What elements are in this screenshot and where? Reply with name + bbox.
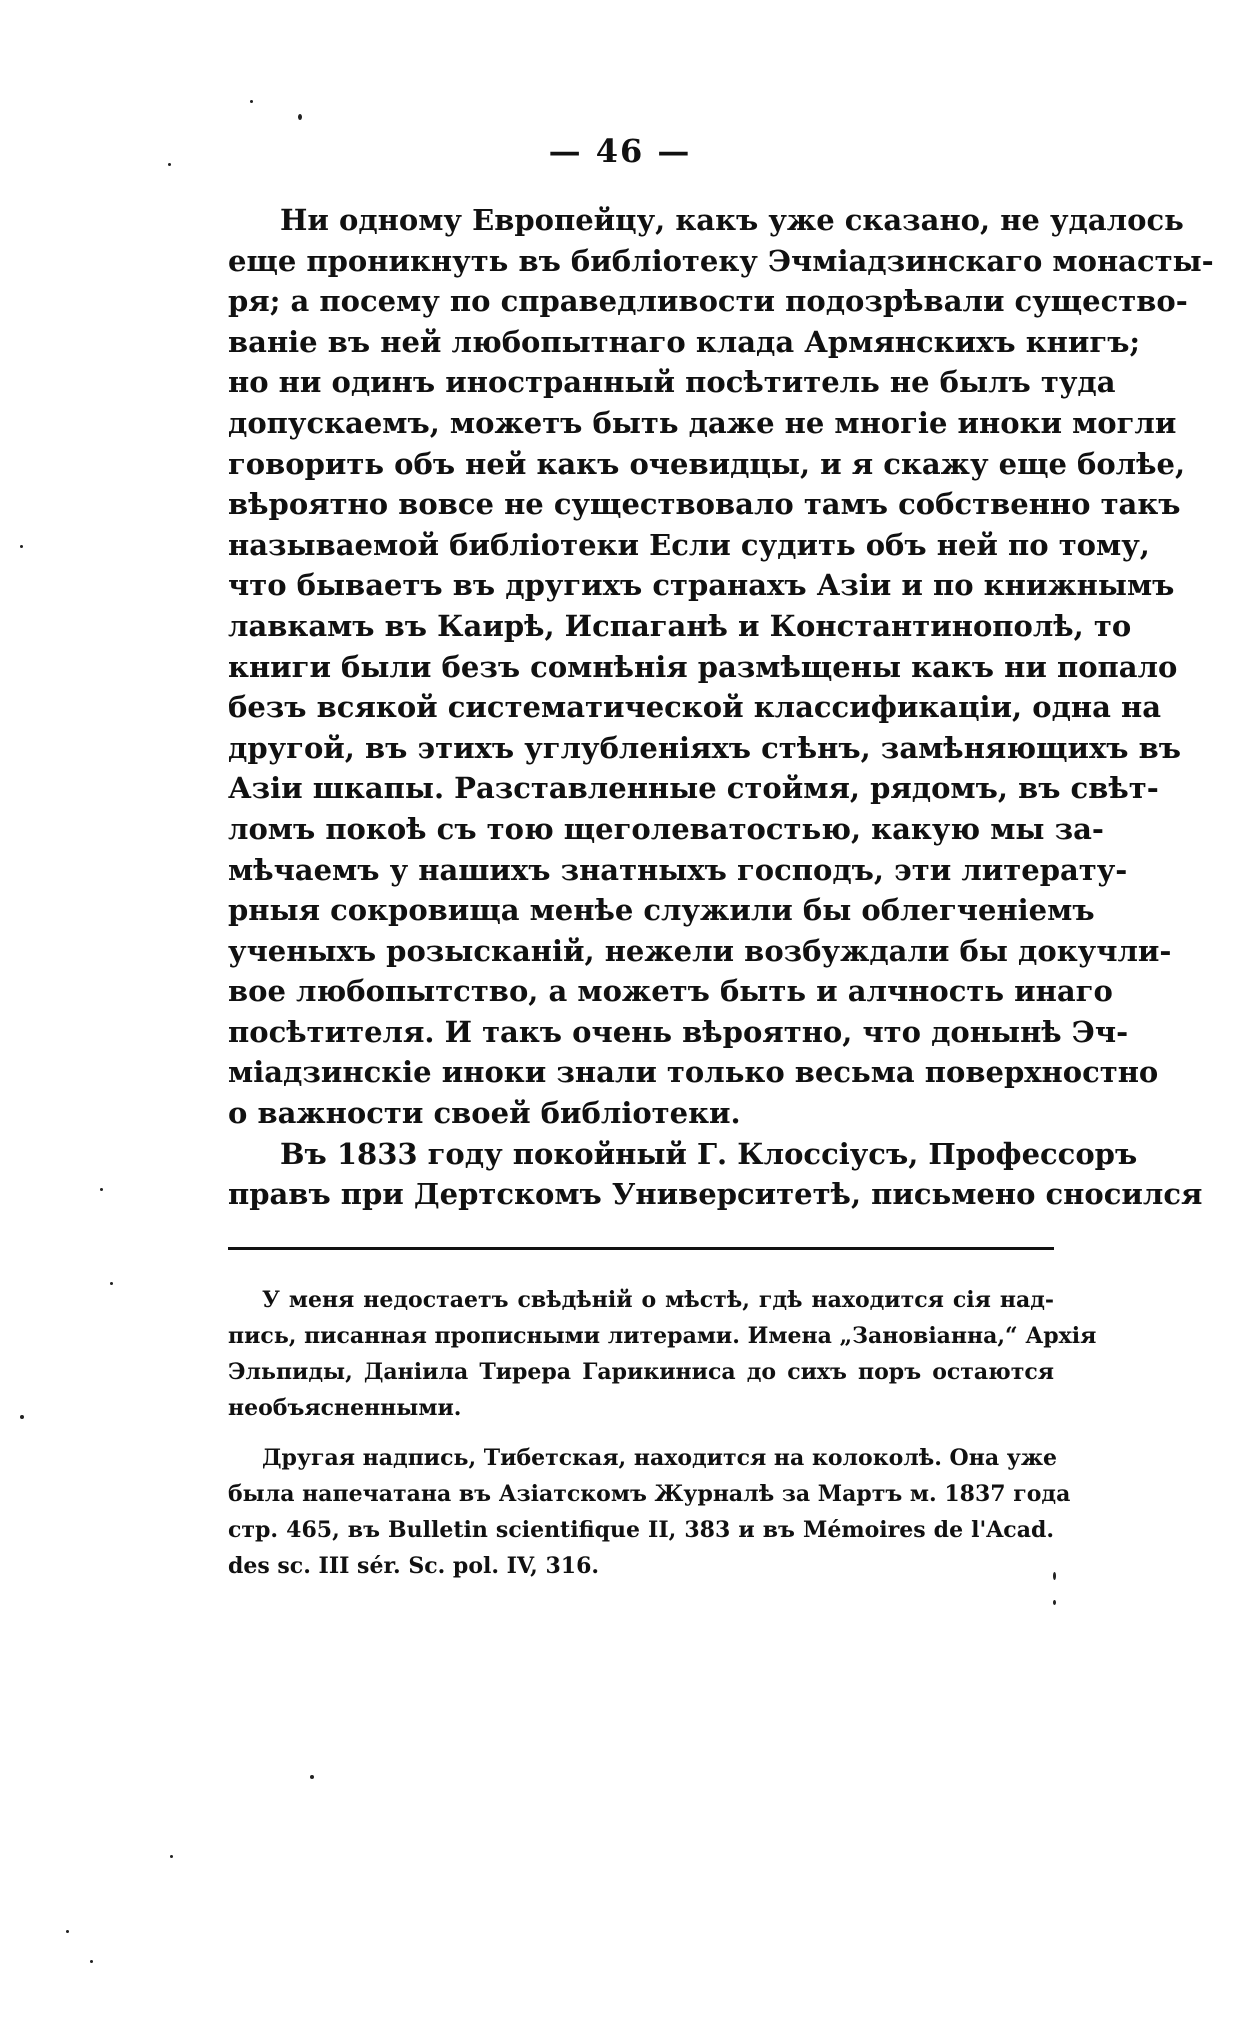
text-line: ломъ покоѣ съ тою щеголеватостью, какую мы за-	[228, 811, 1104, 846]
text-line: что бываетъ въ другихъ странахъ Азіи и по книжнымъ	[228, 568, 1175, 603]
text-line: книги были безъ сомнѣнія размѣщены какъ ни попало	[228, 649, 1178, 684]
footnote-line: У меня недостаетъ свѣдѣній о мѣстѣ, гдѣ находится сія над-	[262, 1287, 1054, 1313]
scan-speck	[298, 114, 302, 120]
footnote-line: пись, писанная прописными литерами. Имена „Зановіанна,“ Архія	[228, 1323, 1097, 1349]
main-text	[228, 200, 1214, 1215]
text-line: говорить объ ней какъ очевидцы, и я скажу еще болѣе,	[228, 446, 1186, 481]
footnote-line: Другая надпись, Тибетская, находится на колоколѣ. Она уже	[262, 1445, 1058, 1471]
text-line: ученыхъ розысканій, нежели возбуждали бы докучли-	[228, 933, 1172, 968]
scan-speck	[1053, 1600, 1056, 1605]
scan-speck	[1053, 1572, 1056, 1580]
scan-speck	[90, 1960, 93, 1963]
text-line: лавкамъ въ Каирѣ, Испаганѣ и Константинополѣ, то	[228, 608, 1132, 643]
footnotes	[228, 1282, 1097, 1584]
text-line: Въ 1833 году покойный Г. Клоссіусъ, Профессоръ	[280, 1136, 1138, 1171]
text-line: допускаемъ, можетъ быть даже не многіе иноки могли	[228, 405, 1177, 440]
footnote-line: стр. 465, въ Bulletin scientifique II, 383 и въ Mémoires de l'Acad.	[228, 1517, 1054, 1543]
scan-speck	[20, 545, 23, 548]
text-line: мѣчаемъ у нашихъ знатныхъ господъ, эти литерату-	[228, 852, 1128, 887]
text-line: Ни одному Европейцу, какъ уже сказано, не удалось	[280, 203, 1184, 237]
page-number: — 46 —	[548, 132, 692, 170]
text-line: вое любопытство, а можетъ быть и алчность инаго	[228, 974, 1113, 1009]
text-line: міадзинскіе иноки знали только весьма поверхностно	[228, 1055, 1159, 1090]
paragraph	[228, 200, 1214, 1134]
text-line: рныя сокровища менѣе служили бы облегченіемъ	[228, 893, 1095, 928]
text-line: вѣроятно вовсе не существовало тамъ собственно такъ	[228, 487, 1181, 522]
text-line: еще проникнуть въ библіотеку Эчміадзинскаго монасты-	[228, 243, 1214, 278]
text-line: о важности своей библіотеки.	[228, 1096, 741, 1131]
footnote-separator	[228, 1247, 1054, 1250]
footnote-line: Эльпиды, Даніила Тирера Гарикиниса до сихъ поръ остаются	[228, 1359, 1054, 1385]
scan-speck	[66, 1930, 69, 1933]
text-line: ваніе въ ней любопытнаго клада Армянскихъ книгъ;	[228, 324, 1141, 359]
footnote	[228, 1440, 1071, 1584]
text-line: называемой библіотеки Если судить объ ней по тому,	[228, 527, 1150, 562]
scan-speck	[168, 163, 171, 166]
footnote-line: была напечатана въ Азіатскомъ Журналѣ за Мартъ м. 1837 года	[228, 1481, 1071, 1507]
scan-speck	[110, 1282, 113, 1285]
paragraph	[228, 1134, 1203, 1215]
scan-speck	[310, 1775, 314, 1779]
text-line: правъ при Дертскомъ Университетѣ, письмено сносился	[228, 1177, 1203, 1212]
scan-speck	[170, 1855, 173, 1858]
text-line: ря; а посему по справедливости подозрѣвали существо-	[228, 284, 1188, 319]
text-line: но ни одинъ иностранный посѣтитель не былъ туда	[228, 365, 1116, 400]
scan-speck	[100, 1188, 103, 1191]
footnote-gap	[228, 1426, 1054, 1440]
scan-speck	[20, 1415, 24, 1419]
footnote-line: необъясненными.	[228, 1395, 462, 1421]
text-line: другой, въ этихъ углубленіяхъ стѣнъ, замѣняющихъ въ	[228, 730, 1181, 765]
text-line: Азіи шкапы. Разставленные стоймя, рядомъ, въ свѣт-	[228, 771, 1159, 806]
footnote-line: des sc. III sér. Sc. pol. IV, 316.	[228, 1553, 600, 1579]
scan-speck	[250, 100, 253, 103]
text-line: посѣтителя. И такъ очень вѣроятно, что донынѣ Эч-	[228, 1014, 1129, 1049]
text-line: безъ всякой систематической классификаціи, одна на	[228, 690, 1162, 725]
footnote	[228, 1282, 1097, 1426]
